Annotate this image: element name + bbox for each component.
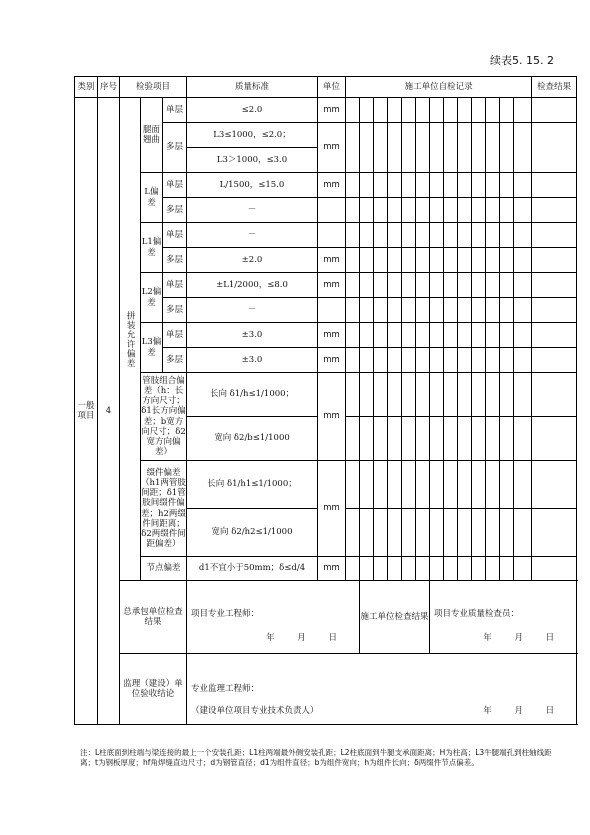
record-cell[interactable] — [402, 173, 416, 198]
record-cell[interactable] — [500, 323, 514, 348]
record-cell[interactable] — [374, 298, 388, 323]
record-cell[interactable] — [388, 98, 402, 123]
record-cell[interactable] — [514, 123, 532, 173]
record-cell[interactable] — [458, 461, 472, 509]
record-cell[interactable] — [500, 298, 514, 323]
result-cell[interactable] — [532, 173, 577, 198]
record-cell[interactable] — [486, 298, 500, 323]
result-cell[interactable] — [532, 557, 577, 581]
result-cell[interactable] — [532, 98, 577, 123]
record-cell[interactable] — [388, 123, 402, 173]
unit-cell — [318, 223, 346, 248]
record-cell[interactable] — [374, 417, 388, 461]
record-cell[interactable] — [500, 509, 514, 557]
record-cell[interactable] — [472, 198, 486, 223]
record-cell[interactable] — [472, 173, 486, 198]
record-cell[interactable] — [360, 417, 374, 461]
record-cell[interactable] — [458, 557, 472, 581]
gc-label: 总承包单位检查结果 — [120, 581, 187, 654]
record-cell[interactable] — [416, 417, 430, 461]
record-cell[interactable] — [430, 373, 444, 417]
record-cell[interactable] — [444, 373, 458, 417]
record-cell[interactable] — [402, 323, 416, 348]
record-cell[interactable] — [472, 248, 486, 273]
record-cell[interactable] — [514, 557, 532, 581]
record-cell[interactable] — [472, 417, 486, 461]
record-cell[interactable] — [444, 348, 458, 373]
supervision-date: 年 月 日 — [483, 706, 565, 716]
result-cell[interactable] — [532, 348, 577, 373]
result-cell[interactable] — [532, 273, 577, 298]
standard-value: ±3.0 — [187, 348, 318, 373]
record-cell[interactable] — [472, 123, 486, 173]
record-cell[interactable] — [514, 417, 532, 461]
record-cell[interactable] — [416, 173, 430, 198]
record-cell[interactable] — [388, 461, 402, 509]
record-cell[interactable] — [346, 98, 360, 123]
record-cell[interactable] — [458, 248, 472, 273]
header-unit: 单位 — [318, 77, 346, 98]
record-cell[interactable] — [444, 98, 458, 123]
record-cell[interactable] — [416, 298, 430, 323]
record-cell[interactable] — [374, 461, 388, 509]
record-cell[interactable] — [346, 323, 360, 348]
record-cell[interactable] — [430, 298, 444, 323]
record-cell[interactable] — [430, 417, 444, 461]
record-cell[interactable] — [444, 273, 458, 298]
record-cell[interactable] — [416, 348, 430, 373]
record-cell[interactable] — [388, 223, 402, 248]
contractor-sign-area[interactable] — [430, 581, 577, 654]
header-record: 施工单位自检记录 — [346, 77, 532, 98]
record-cell[interactable] — [514, 173, 532, 198]
record-cell[interactable] — [346, 373, 360, 417]
supervision-sign-area[interactable] — [187, 654, 577, 725]
record-cell[interactable] — [430, 223, 444, 248]
record-cell[interactable] — [444, 298, 458, 323]
record-cell[interactable] — [374, 198, 388, 223]
standard-value: 宽向 δ2/b≤1/1000 — [187, 417, 318, 461]
record-cell[interactable] — [388, 248, 402, 273]
layer-multi: 多层 — [163, 248, 187, 273]
record-cell[interactable] — [486, 123, 500, 173]
layer-single: 单层 — [163, 223, 187, 248]
record-cell[interactable] — [458, 348, 472, 373]
unit-cell: mm — [318, 373, 346, 461]
record-cell[interactable] — [486, 417, 500, 461]
standard-value: ±2.0 — [187, 248, 318, 273]
record-cell[interactable] — [388, 509, 402, 557]
record-cell[interactable] — [514, 198, 532, 223]
record-cell[interactable] — [430, 323, 444, 348]
record-cell[interactable] — [458, 273, 472, 298]
record-cell[interactable] — [374, 123, 388, 173]
record-cell[interactable] — [360, 223, 374, 248]
record-cell[interactable] — [360, 273, 374, 298]
record-cell[interactable] — [360, 123, 374, 173]
record-cell[interactable] — [416, 557, 430, 581]
inspection-table — [74, 76, 577, 725]
record-cell[interactable] — [430, 348, 444, 373]
record-cell[interactable] — [360, 461, 374, 509]
record-cell[interactable] — [444, 461, 458, 509]
record-cell[interactable] — [514, 348, 532, 373]
sub-group-g1: 腿面翘曲 — [141, 98, 163, 173]
record-cell[interactable] — [374, 248, 388, 273]
unit-cell: mm — [318, 557, 346, 581]
unit-cell: mm — [318, 173, 346, 198]
standard-value: 长向 δ1/h≤1/1000； — [187, 373, 318, 417]
record-cell[interactable] — [402, 461, 416, 509]
record-cell[interactable] — [444, 173, 458, 198]
record-cell[interactable] — [444, 323, 458, 348]
contractor-date: 年 月 日 — [483, 633, 565, 643]
record-cell[interactable] — [444, 417, 458, 461]
record-cell[interactable] — [360, 248, 374, 273]
record-cell[interactable] — [360, 557, 374, 581]
sub-group-g2: L偏差 — [141, 173, 163, 223]
standard-value: － — [187, 198, 318, 223]
table-number: 续表5. 15. 2 — [490, 54, 554, 67]
record-cell[interactable] — [472, 461, 486, 509]
unit-cell — [318, 298, 346, 323]
layer-single: 单层 — [163, 273, 187, 298]
record-cell[interactable] — [360, 373, 374, 417]
supervision-label: 监理（建设）单位验收结论 — [120, 654, 187, 725]
header-item: 检验项目 — [120, 77, 187, 98]
contractor-label: 施工单位检查结果 — [360, 581, 430, 654]
record-cell[interactable] — [360, 509, 374, 557]
result-cell[interactable] — [532, 123, 577, 173]
result-cell[interactable] — [532, 298, 577, 323]
result-cell[interactable] — [532, 323, 577, 348]
unit-cell: mm — [318, 348, 346, 373]
sub-group-g4: L2偏差 — [141, 273, 163, 323]
record-cell[interactable] — [416, 198, 430, 223]
standard-value: ≤2.0 — [187, 98, 318, 123]
record-cell[interactable] — [472, 509, 486, 557]
layer-multi: 多层 — [163, 123, 187, 173]
record-cell[interactable] — [486, 273, 500, 298]
record-cell[interactable] — [500, 198, 514, 223]
record-cell[interactable] — [514, 509, 532, 557]
record-cell[interactable] — [430, 273, 444, 298]
record-cell[interactable] — [346, 273, 360, 298]
record-cell[interactable] — [514, 98, 532, 123]
record-cell[interactable] — [388, 373, 402, 417]
result-cell[interactable] — [532, 417, 577, 461]
standard-value: 宽向 δ2/h2≤1/1000 — [187, 509, 318, 557]
record-cell[interactable] — [346, 348, 360, 373]
unit-cell: mm — [318, 461, 346, 557]
record-cell[interactable] — [430, 123, 444, 173]
header-seq: 序号 — [98, 77, 120, 98]
record-cell[interactable] — [472, 98, 486, 123]
layer-single: 单层 — [163, 173, 187, 198]
record-cell[interactable] — [500, 557, 514, 581]
record-cell[interactable] — [402, 98, 416, 123]
record-cell[interactable] — [472, 557, 486, 581]
layer-multi: 多层 — [163, 348, 187, 373]
record-cell[interactable] — [472, 223, 486, 248]
record-cell[interactable] — [388, 417, 402, 461]
standard-value: － — [187, 298, 318, 323]
record-cell[interactable] — [416, 373, 430, 417]
record-cell[interactable] — [458, 417, 472, 461]
record-cell[interactable] — [388, 557, 402, 581]
record-cell[interactable] — [430, 248, 444, 273]
layer-single: 单层 — [163, 98, 187, 123]
record-cell[interactable] — [416, 123, 430, 173]
result-cell[interactable] — [532, 248, 577, 273]
record-cell[interactable] — [374, 223, 388, 248]
record-cell[interactable] — [402, 417, 416, 461]
standard-value: ±L1/2000，≤8.0 — [187, 273, 318, 298]
record-cell[interactable] — [500, 273, 514, 298]
result-cell[interactable] — [532, 461, 577, 509]
record-cell[interactable] — [444, 557, 458, 581]
record-cell[interactable] — [458, 123, 472, 173]
record-cell[interactable] — [374, 509, 388, 557]
record-cell[interactable] — [458, 98, 472, 123]
record-cell[interactable] — [402, 373, 416, 417]
record-cell[interactable] — [514, 323, 532, 348]
record-cell[interactable] — [360, 98, 374, 123]
record-cell[interactable] — [500, 417, 514, 461]
record-cell[interactable] — [402, 198, 416, 223]
header-standard: 质量标准 — [187, 77, 318, 98]
pipe-item: 管肢组合偏差（h：长方向尺寸；δ1长方向偏差；b宽方向尺寸；δ2宽方向偏差） — [141, 373, 187, 461]
record-cell[interactable] — [402, 298, 416, 323]
record-cell[interactable] — [458, 198, 472, 223]
record-cell[interactable] — [402, 248, 416, 273]
record-cell[interactable] — [346, 248, 360, 273]
result-cell[interactable] — [532, 373, 577, 417]
supervision-sign-label: 专业监理工程师： — [191, 684, 260, 694]
record-cell[interactable] — [458, 509, 472, 557]
record-cell[interactable] — [374, 373, 388, 417]
record-cell[interactable] — [388, 198, 402, 223]
standard-value: － — [187, 223, 318, 248]
layer-multi: 多层 — [163, 198, 187, 223]
record-cell[interactable] — [472, 273, 486, 298]
record-cell[interactable] — [500, 123, 514, 173]
record-cell[interactable] — [374, 348, 388, 373]
record-cell[interactable] — [430, 98, 444, 123]
record-cell[interactable] — [346, 298, 360, 323]
record-cell[interactable] — [500, 248, 514, 273]
record-cell[interactable] — [486, 557, 500, 581]
record-cell[interactable] — [346, 173, 360, 198]
gc-sign-area[interactable] — [187, 581, 360, 654]
sub-group-g3: L1偏差 — [141, 223, 163, 273]
record-cell[interactable] — [458, 323, 472, 348]
standard-value: 长向 δ1/h1≤1/1000； — [187, 461, 318, 509]
record-cell[interactable] — [346, 509, 360, 557]
record-cell[interactable] — [472, 373, 486, 417]
layer-multi: 多层 — [163, 298, 187, 323]
record-cell[interactable] — [500, 98, 514, 123]
record-cell[interactable] — [500, 348, 514, 373]
record-cell[interactable] — [444, 123, 458, 173]
owner-sign-label: （建设单位项目专业技术负责人） — [191, 706, 319, 716]
record-cell[interactable] — [416, 461, 430, 509]
record-cell[interactable] — [486, 348, 500, 373]
record-cell[interactable] — [360, 173, 374, 198]
record-cell[interactable] — [416, 223, 430, 248]
record-cell[interactable] — [486, 248, 500, 273]
contractor-sign-label: 项目专业质量检查员： — [434, 609, 520, 619]
record-cell[interactable] — [430, 461, 444, 509]
record-cell[interactable] — [402, 509, 416, 557]
batten-item: 缀件偏差（h1两管肢间距；δ1管肢间缀件偏差；h2两缀件间距离；δ2两缀件间距偏差） — [141, 461, 187, 557]
result-cell[interactable] — [532, 198, 577, 223]
record-cell[interactable] — [346, 198, 360, 223]
record-cell[interactable] — [374, 98, 388, 123]
record-cell[interactable] — [486, 173, 500, 198]
node-item: 节点偏差 — [141, 557, 187, 581]
record-cell[interactable] — [360, 198, 374, 223]
record-cell[interactable] — [430, 557, 444, 581]
record-cell[interactable] — [486, 223, 500, 248]
unit-cell: mm — [318, 248, 346, 273]
record-cell[interactable] — [402, 273, 416, 298]
result-cell[interactable] — [532, 509, 577, 557]
record-cell[interactable] — [486, 373, 500, 417]
record-cell[interactable] — [486, 98, 500, 123]
record-cell[interactable] — [500, 461, 514, 509]
record-cell[interactable] — [514, 223, 532, 248]
record-cell[interactable] — [500, 173, 514, 198]
record-cell[interactable] — [444, 509, 458, 557]
footnote: 注：L柱底面到柱端与梁连接的最上一个安装孔距；L1柱两端最外侧安装孔距；L2柱底面到牛腿支承面距离；H为柱高；L3牛腿端孔到柱轴线距离；t为钢板厚度；hf角焊缝直边尺寸；d为钢管直径；d1为组件直径；b为组件宽向；h为组件长向；δ两缀件节点偏差。 — [80, 748, 552, 767]
record-cell[interactable] — [388, 323, 402, 348]
unit-cell: mm — [318, 123, 346, 173]
record-cell[interactable] — [360, 323, 374, 348]
record-cell[interactable] — [444, 223, 458, 248]
record-cell[interactable] — [500, 373, 514, 417]
record-cell[interactable] — [430, 509, 444, 557]
header-result: 检查结果 — [532, 77, 577, 98]
record-cell[interactable] — [500, 223, 514, 248]
standard-value: L/1500，≤15.0 — [187, 173, 318, 198]
record-cell[interactable] — [472, 348, 486, 373]
record-cell[interactable] — [346, 123, 360, 173]
record-cell[interactable] — [388, 173, 402, 198]
seq-cell: 4 — [98, 98, 120, 725]
layer-single: 单层 — [163, 323, 187, 348]
record-cell[interactable] — [416, 323, 430, 348]
record-cell[interactable] — [346, 223, 360, 248]
record-cell[interactable] — [388, 298, 402, 323]
record-cell[interactable] — [472, 323, 486, 348]
category-cell: 一般项目 — [75, 98, 98, 725]
standard-value: L3≤1000，≤2.0； — [187, 123, 318, 148]
record-cell[interactable] — [402, 557, 416, 581]
record-cell[interactable] — [416, 248, 430, 273]
record-cell[interactable] — [360, 348, 374, 373]
record-cell[interactable] — [416, 509, 430, 557]
unit-cell: mm — [318, 273, 346, 298]
header-category: 类别 — [75, 77, 98, 98]
unit-cell: mm — [318, 98, 346, 123]
record-cell[interactable] — [458, 223, 472, 248]
record-cell[interactable] — [430, 198, 444, 223]
standard-value: ±3.0 — [187, 323, 318, 348]
record-cell[interactable] — [514, 373, 532, 417]
record-cell[interactable] — [402, 123, 416, 173]
record-cell[interactable] — [444, 248, 458, 273]
record-cell[interactable] — [486, 509, 500, 557]
record-cell[interactable] — [360, 298, 374, 323]
record-cell[interactable] — [346, 557, 360, 581]
record-cell[interactable] — [458, 298, 472, 323]
record-cell[interactable] — [458, 373, 472, 417]
record-cell[interactable] — [486, 323, 500, 348]
record-cell[interactable] — [514, 298, 532, 323]
unit-cell: mm — [318, 323, 346, 348]
standard-value: L3＞1000，≤3.0 — [187, 148, 318, 173]
standard-value: d1不宜小于50mm；δ≤d/4 — [187, 557, 318, 581]
record-cell[interactable] — [416, 273, 430, 298]
record-cell[interactable] — [346, 417, 360, 461]
record-cell[interactable] — [514, 248, 532, 273]
record-cell[interactable] — [346, 461, 360, 509]
record-cell[interactable] — [388, 348, 402, 373]
record-cell[interactable] — [388, 273, 402, 298]
gc-sign-label: 项目专业工程师： — [191, 609, 260, 619]
record-cell[interactable] — [486, 198, 500, 223]
record-cell[interactable] — [444, 198, 458, 223]
group-label: 拼装允许偏差 — [120, 98, 141, 581]
record-cell[interactable] — [458, 173, 472, 198]
record-cell[interactable] — [514, 461, 532, 509]
record-cell[interactable] — [430, 173, 444, 198]
gc-date: 年 月 日 — [266, 633, 347, 643]
record-cell[interactable] — [374, 323, 388, 348]
unit-cell — [318, 198, 346, 223]
sub-group-g5: L3偏差 — [141, 323, 163, 373]
record-cell[interactable] — [416, 98, 430, 123]
record-cell[interactable] — [374, 173, 388, 198]
result-cell[interactable] — [532, 223, 577, 248]
record-cell[interactable] — [486, 461, 500, 509]
record-cell[interactable] — [374, 273, 388, 298]
record-cell[interactable] — [514, 273, 532, 298]
record-cell[interactable] — [374, 557, 388, 581]
record-cell[interactable] — [402, 348, 416, 373]
record-cell[interactable] — [402, 223, 416, 248]
record-cell[interactable] — [472, 298, 486, 323]
